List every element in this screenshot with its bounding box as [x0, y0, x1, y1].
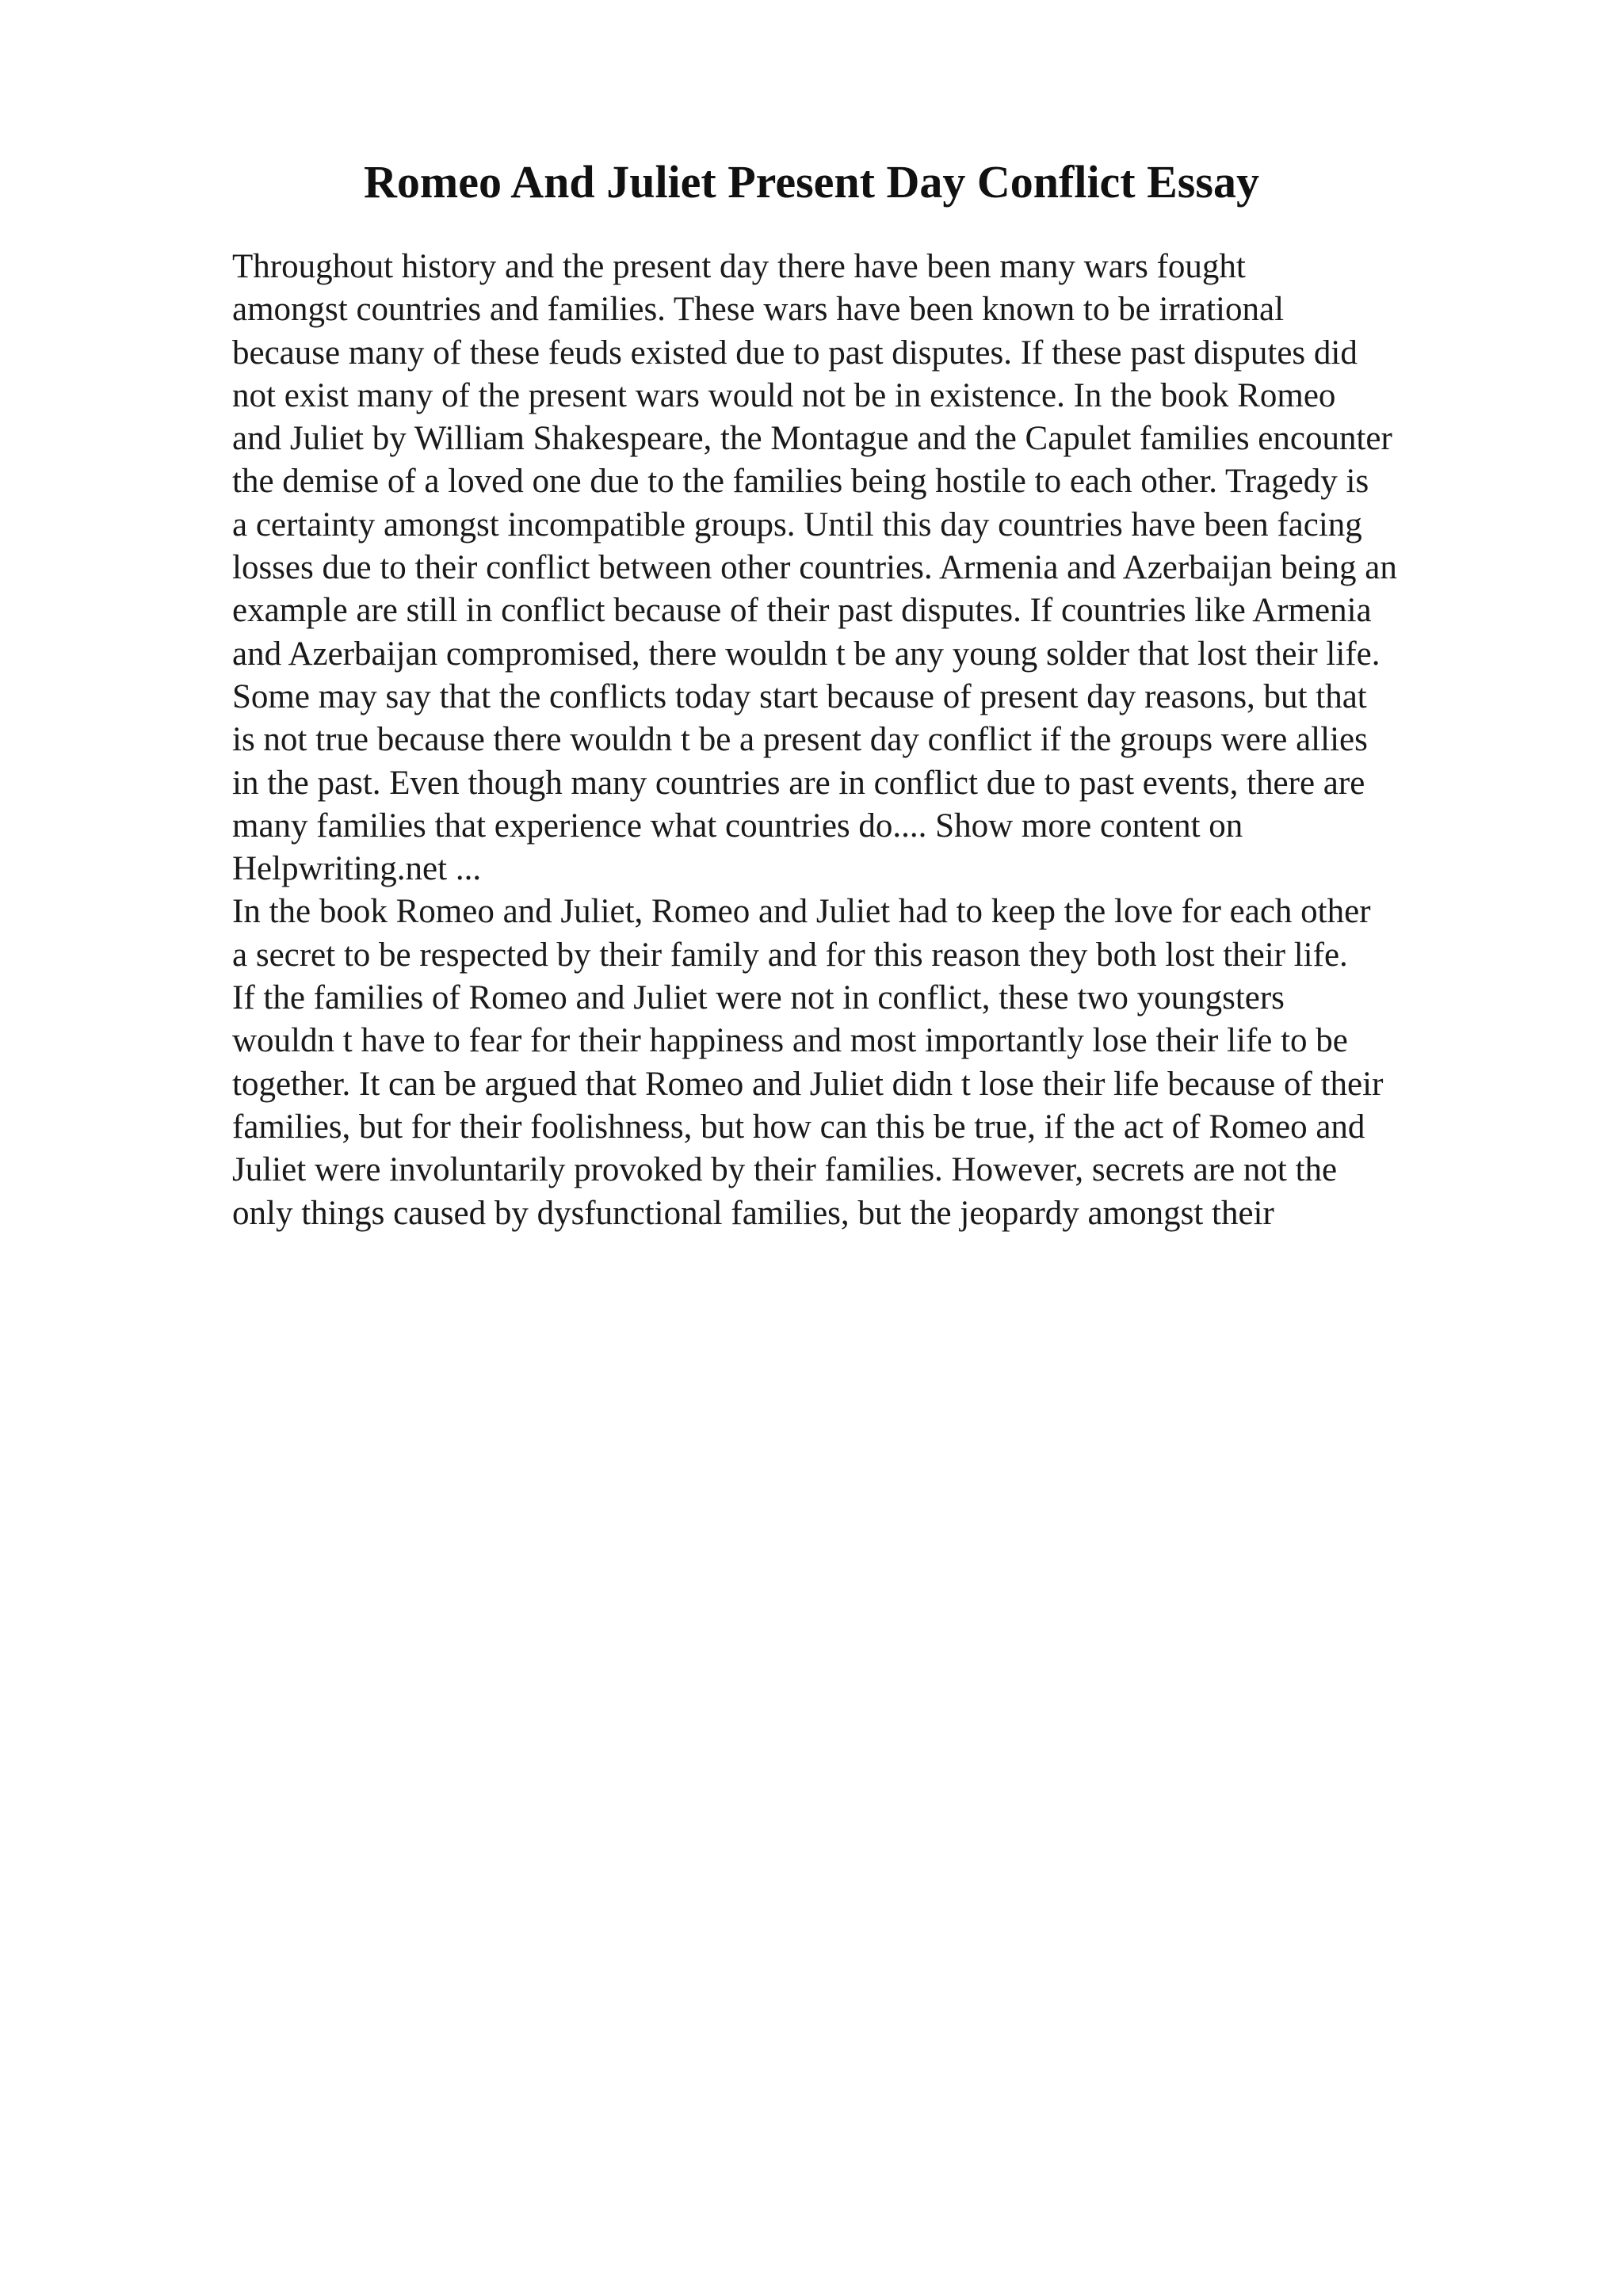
essay-line: wouldn t have to fear for their happiness and most importantly lose their life to be [232, 1022, 1348, 1060]
essay-line: and Juliet by William Shakespeare, the Montague and the Capulet families encounter [232, 420, 1392, 458]
essay-line: in the past. Even though many countries are in conflict due to past events, there are [232, 764, 1365, 802]
essay-line: together. It can be argued that Romeo and Juliet didn t lose their life because of their [232, 1065, 1384, 1103]
essay-line: Some may say that the conflicts today start because of present day reasons, but that [232, 677, 1367, 715]
essay-line: the demise of a loved one due to the families being hostile to each other. Tragedy is [232, 463, 1369, 501]
essay-line: Throughout history and the present day there have been many wars fought [232, 248, 1246, 285]
document-title: Romeo And Juliet Present Day Conflict Essay [364, 156, 1259, 208]
essay-line: only things caused by dysfunctional families, but the jeopardy amongst their [232, 1194, 1274, 1232]
essay-line: many families that experience what countries do.... Show more content on [232, 807, 1243, 845]
essay-line: is not true because there wouldn t be a present day conflict if the groups were allies [232, 721, 1368, 759]
essay-line: a certainty amongst incompatible groups. Until this day countries have been facing [232, 505, 1362, 543]
essay-line: not exist many of the present wars would not be in existence. In the book Romeo [232, 376, 1336, 414]
essay-line: families, but for their foolishness, but how can this be true, if the act of Romeo and [232, 1108, 1365, 1146]
essay-line: and Azerbaijan compromised, there wouldn t be any young solder that lost their life. [232, 635, 1381, 673]
essay-line: In the book Romeo and Juliet, Romeo and Juliet had to keep the love for each other [232, 893, 1371, 931]
essay-line: because many of these feuds existed due to past disputes. If these past disputes did [232, 334, 1358, 372]
essay-line: example are still in conflict because of their past disputes. If countries like Armenia [232, 592, 1372, 630]
essay-line: Helpwriting.net ... [232, 850, 482, 888]
essay-line: a secret to be respected by their family and for this reason they both lost their life. [232, 936, 1348, 974]
essay-body [232, 246, 1532, 1235]
essay-line: amongst countries and families. These wars have been known to be irrational [232, 291, 1285, 329]
essay-line: losses due to their conflict between other countries. Armenia and Azerbaijan being an [232, 549, 1397, 587]
essay-line: Juliet were involuntarily provoked by their families. However, secrets are not the [232, 1151, 1338, 1189]
essay-line: If the families of Romeo and Juliet were not in conflict, these two youngsters [232, 979, 1285, 1017]
